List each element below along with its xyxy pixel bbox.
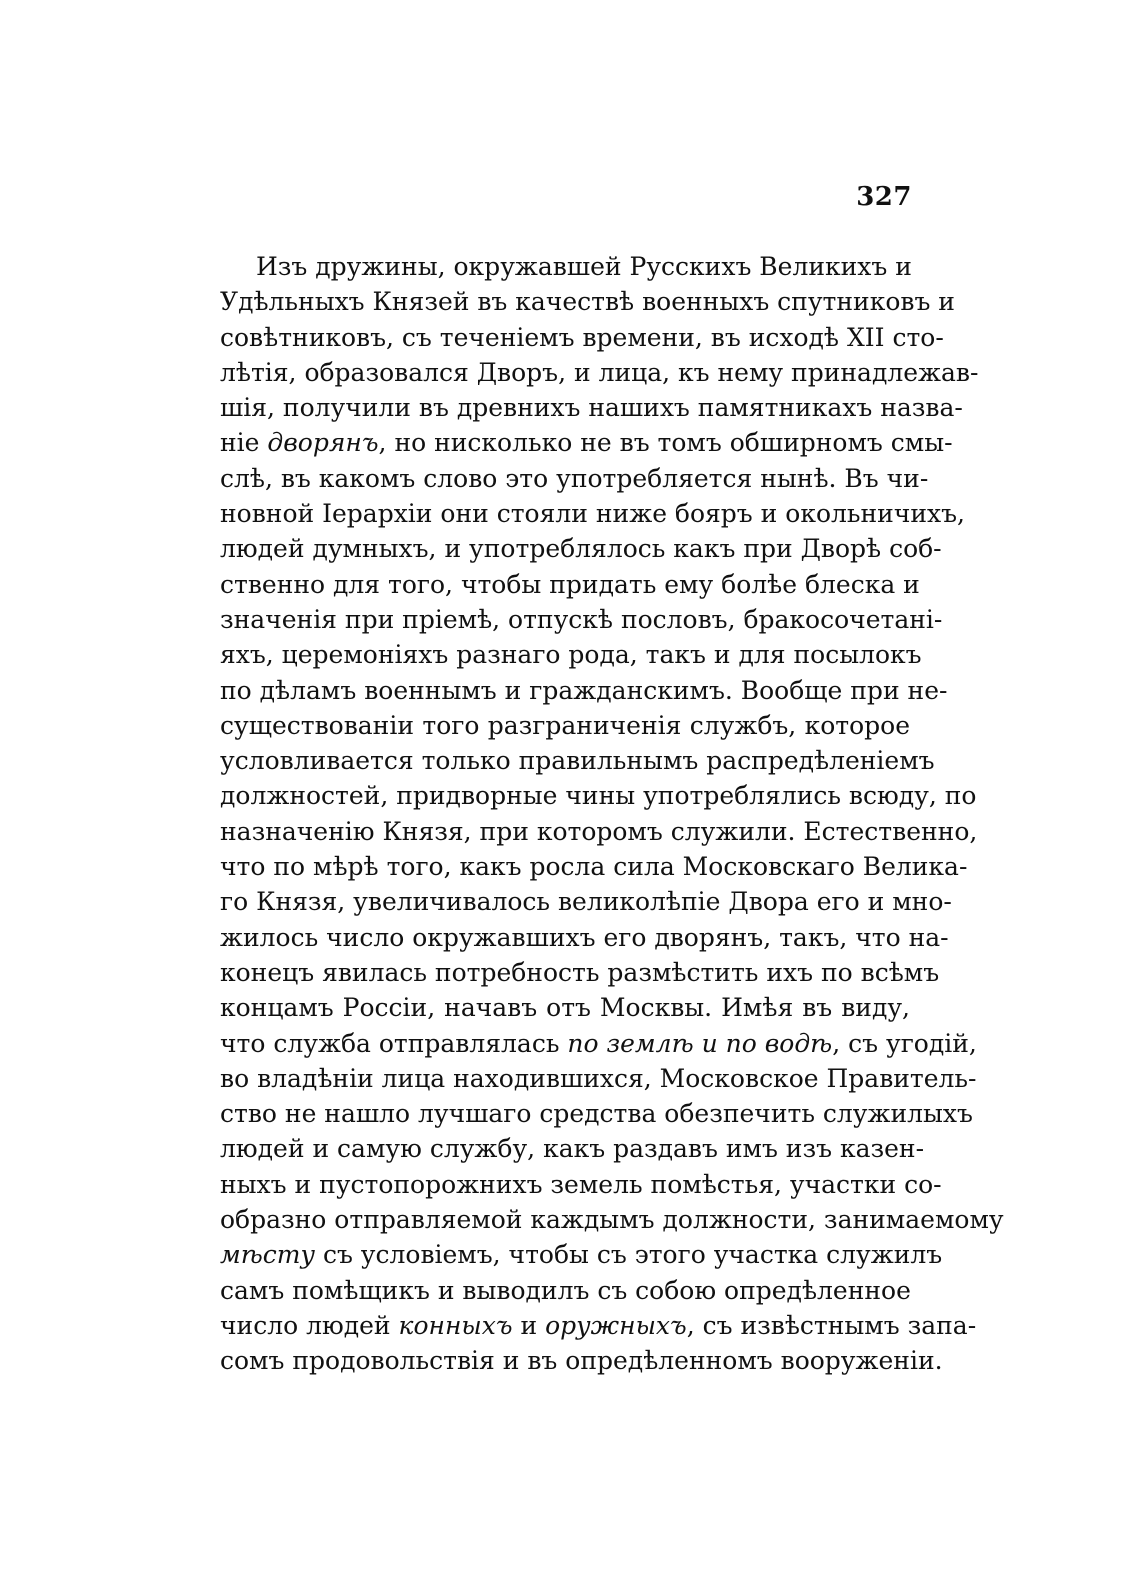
italic-term: оружныхъ bbox=[545, 1310, 687, 1340]
text-line bbox=[220, 849, 968, 884]
text-line bbox=[220, 1096, 973, 1131]
text-run: Удѣльныхъ Князей въ качествѣ военныхъ спутниковъ и bbox=[220, 287, 955, 317]
text-run: по дѣламъ военнымъ и гражданскимъ. Вообще при не- bbox=[220, 675, 948, 705]
text-line bbox=[220, 390, 963, 425]
italic-term: дворянъ bbox=[267, 428, 379, 458]
text-line bbox=[220, 673, 948, 708]
text-run: , но нисколько не въ томъ обширномъ смы- bbox=[378, 428, 953, 458]
text-run: что служба отправлялась bbox=[220, 1028, 568, 1058]
text-line bbox=[220, 814, 978, 849]
text-line bbox=[220, 920, 949, 955]
italic-term: конныхъ bbox=[398, 1310, 513, 1340]
text-run: образно отправляемой каждымъ должности, занимаемому bbox=[220, 1205, 1004, 1235]
text-line bbox=[220, 1202, 1004, 1237]
text-run: новной Іерархіи они стояли ниже бояръ и окольничихъ, bbox=[220, 499, 965, 529]
text-run: лѣтія, образовался Дворъ, и лица, къ нему принадлежав- bbox=[220, 357, 979, 387]
text-run: шія, получили въ древнихъ нашихъ памятникахъ назва- bbox=[220, 393, 963, 423]
text-run: , съ угодій, bbox=[832, 1028, 977, 1058]
text-line bbox=[220, 249, 910, 284]
text-run: условливается только правильнымъ распредѣленіемъ bbox=[220, 746, 935, 776]
text-run: и bbox=[512, 1310, 546, 1340]
text-run: конецъ явилась потребность размѣстить ихъ по всѣмъ bbox=[220, 957, 940, 987]
text-run: сомъ продовольствія и въ опредѣленномъ вооруженіи. bbox=[220, 1346, 943, 1376]
text-line bbox=[220, 1061, 977, 1096]
text-run: ніе bbox=[220, 428, 268, 458]
page-number: 327 bbox=[856, 182, 912, 212]
text-line bbox=[220, 320, 944, 355]
text-run: слѣ, въ какомъ слово это употребляется нынѣ. Въ чи- bbox=[220, 463, 929, 493]
text-line bbox=[220, 531, 942, 566]
text-run: совѣтниковъ, съ теченіемъ времени, въ исходѣ XII сто- bbox=[220, 322, 944, 352]
text-line bbox=[220, 1131, 925, 1166]
italic-term: по землѣ и по водѣ bbox=[567, 1028, 833, 1058]
text-line bbox=[220, 284, 955, 319]
body-text bbox=[220, 249, 1004, 1379]
text-line bbox=[220, 496, 965, 531]
text-line bbox=[220, 425, 953, 460]
text-line bbox=[220, 708, 910, 743]
text-line bbox=[220, 1237, 943, 1272]
text-run: Изъ дружины, окружавшей Русскихъ Великихъ и bbox=[256, 252, 912, 281]
text-line bbox=[220, 990, 910, 1025]
text-line bbox=[220, 1308, 977, 1343]
text-line bbox=[220, 743, 935, 778]
text-line bbox=[220, 778, 977, 813]
text-run: го Князя, увеличивалось великолѣпіе Двора его и мно- bbox=[220, 887, 952, 917]
text-run: должностей, придворные чины употреблялись всюду, по bbox=[220, 781, 977, 811]
text-line bbox=[220, 461, 929, 496]
text-line bbox=[220, 955, 940, 990]
text-run: концамъ Россіи, начавъ отъ Москвы. Имѣя въ виду, bbox=[220, 993, 910, 1023]
text-run: что по мѣрѣ того, какъ росла сила Московскаго Велика- bbox=[220, 852, 968, 882]
text-line bbox=[220, 1167, 942, 1202]
text-run: число людей bbox=[220, 1310, 399, 1340]
text-line bbox=[220, 884, 952, 919]
text-run: жилось число окружавшихъ его дворянъ, такъ, что на- bbox=[220, 922, 949, 952]
text-run: съ условіемъ, чтобы съ этого участка служилъ bbox=[315, 1240, 943, 1270]
text-run: во владѣніи лица находившихся, Московское Правитель- bbox=[220, 1063, 977, 1093]
text-run: назначенію Князя, при которомъ служили. Естественно, bbox=[220, 816, 978, 846]
italic-term: мѣсту bbox=[220, 1240, 315, 1270]
text-run: ныхъ и пустопорожнихъ земель помѣстья, участки со- bbox=[220, 1169, 942, 1199]
text-line bbox=[220, 602, 943, 637]
text-line bbox=[220, 567, 920, 602]
text-run: людей думныхъ, и употреблялось какъ при Дворѣ соб- bbox=[220, 534, 942, 564]
text-line bbox=[220, 1343, 943, 1378]
text-run: яхъ, церемоніяхъ разнаго рода, такъ и для посылокъ bbox=[220, 640, 922, 670]
text-run: ственно для того, чтобы придать ему болѣе блеска и bbox=[220, 569, 920, 599]
text-line bbox=[220, 1273, 910, 1308]
text-run: самъ помѣщикъ и выводилъ съ собою опредѣленное bbox=[220, 1275, 911, 1305]
text-line bbox=[220, 1026, 977, 1061]
text-run: людей и самую службу, какъ раздавъ имъ изъ казен- bbox=[220, 1134, 925, 1164]
text-run: существованіи того разграниченія службъ, которое bbox=[220, 710, 910, 740]
text-run: значенія при пріемѣ, отпускѣ пословъ, бракосочетані- bbox=[220, 604, 943, 634]
text-line bbox=[220, 637, 922, 672]
text-line bbox=[220, 355, 979, 390]
text-run: , съ извѣстнымъ запа- bbox=[686, 1310, 977, 1340]
text-run: ство не нашло лучшаго средства обезпечить служилыхъ bbox=[220, 1099, 973, 1129]
